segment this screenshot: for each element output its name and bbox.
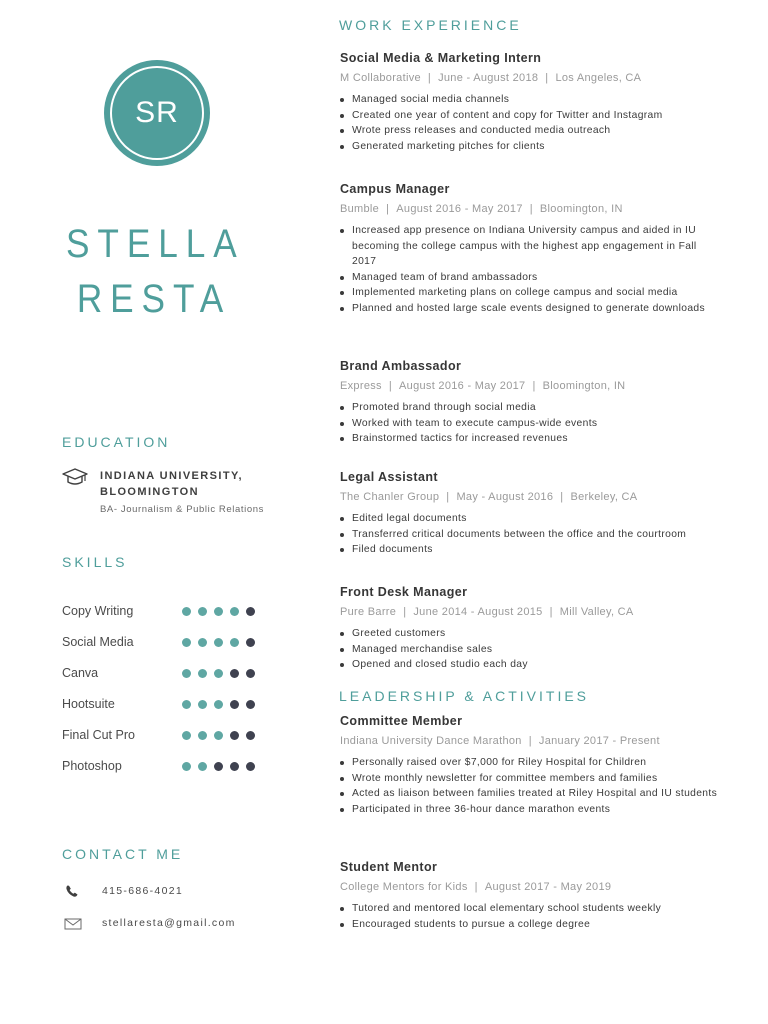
- bullet-item: Worked with team to execute campus-wide events: [340, 416, 720, 432]
- job-meta: Pure Barre | June 2014 - August 2015 | Mill Valley, CA: [340, 606, 634, 618]
- rating-dot-filled: [182, 607, 191, 616]
- rating-dot-filled: [182, 669, 191, 678]
- job-location: Los Angeles, CA: [555, 72, 642, 84]
- rating-dot-empty: [230, 762, 239, 771]
- skill-row: [62, 604, 262, 622]
- role-dates: January 2017 - Present: [538, 735, 660, 747]
- rating-dot-filled: [182, 762, 191, 771]
- job-entry: [340, 469, 720, 558]
- job-bullets: [340, 511, 720, 558]
- rating-dot-filled: [182, 700, 191, 709]
- job-entry: [340, 50, 720, 154]
- last-name: RESTA: [76, 277, 232, 321]
- monogram-badge: [104, 60, 210, 166]
- rating-dot-filled: [230, 638, 239, 647]
- role-dates: August 2017 - May 2019: [484, 881, 612, 893]
- rating-dot-filled: [214, 607, 223, 616]
- education-heading: EDUCATION: [62, 434, 171, 450]
- skill-row: [62, 666, 262, 684]
- job-bullets: [340, 92, 720, 154]
- bullet-item: Managed social media channels: [340, 92, 720, 108]
- skill-row: [62, 697, 262, 715]
- contact-phone[interactable]: 415-686-4021: [102, 885, 183, 897]
- role-bullets: [340, 755, 720, 817]
- rating-dot-filled: [182, 638, 191, 647]
- job-company: Bumble: [340, 203, 380, 215]
- job-dates: May - August 2016: [456, 491, 554, 503]
- job-meta: M Collaborative | June - August 2018 | Los Angeles, CA: [340, 72, 642, 84]
- rating-dot-empty: [230, 669, 239, 678]
- skills-heading: SKILLS: [62, 554, 128, 570]
- skill-row: [62, 728, 262, 746]
- job-title: Social Media & Marketing Intern: [340, 51, 542, 65]
- skill-label: Social Media: [62, 635, 134, 649]
- rating-dot-filled: [214, 700, 223, 709]
- rating-dot-empty: [246, 700, 255, 709]
- bullet-item: Wrote monthly newsletter for committee members and families: [340, 771, 720, 787]
- job-dates: June - August 2018: [438, 72, 539, 84]
- role-org: Indiana University Dance Marathon: [340, 735, 522, 747]
- job-location: Berkeley, CA: [570, 491, 638, 503]
- first-name: STELLA: [66, 222, 245, 266]
- bullet-item: Encouraged students to pursue a college degree: [340, 917, 720, 933]
- bullet-item: Personally raised over $7,000 for Riley Hospital for Children: [340, 755, 720, 771]
- job-meta: Bumble | August 2016 - May 2017 | Bloomington, IN: [340, 203, 623, 215]
- phone-icon: [64, 884, 82, 898]
- rating-dot-empty: [246, 607, 255, 616]
- job-dates: August 2016 - May 2017: [396, 203, 523, 215]
- role-meta: College Mentors for Kids | August 2017 - May 2019: [340, 881, 612, 893]
- rating-dot-filled: [198, 731, 207, 740]
- bullet-item: Managed team of brand ambassadors: [340, 270, 720, 286]
- role-title: Student Mentor: [340, 860, 438, 874]
- job-bullets: [340, 400, 720, 447]
- graduation-cap-icon: [62, 467, 88, 487]
- job-dates: June 2014 - August 2015: [413, 606, 543, 618]
- rating-dot-empty: [246, 762, 255, 771]
- job-meta: Express | August 2016 - May 2017 | Bloomington, IN: [340, 380, 626, 392]
- skill-label: Hootsuite: [62, 697, 115, 711]
- role-org: College Mentors for Kids: [340, 881, 468, 893]
- job-entry: [340, 181, 720, 317]
- bullet-item: Participated in three 36-hour dance marathon events: [340, 802, 720, 818]
- bullet-item: Brainstormed tactics for increased revenues: [340, 431, 720, 447]
- job-bullets: [340, 223, 720, 317]
- rating-dot-filled: [214, 731, 223, 740]
- rating-dot-empty: [230, 731, 239, 740]
- contact-heading: CONTACT ME: [62, 846, 184, 862]
- job-entry: [340, 358, 720, 447]
- skill-label: Final Cut Pro: [62, 728, 135, 742]
- bullet-item: Wrote press releases and conducted media outreach: [340, 123, 720, 139]
- rating-dot-empty: [246, 638, 255, 647]
- rating-dot-filled: [198, 607, 207, 616]
- job-company: Express: [340, 380, 382, 392]
- bullet-item: Increased app presence on Indiana University campus and aided in IU becoming the college campus with the highest app engagement in Fall 2017: [340, 223, 720, 270]
- rating-dot-empty: [214, 762, 223, 771]
- bullet-item: Greeted customers: [340, 626, 720, 642]
- job-title: Campus Manager: [340, 182, 450, 196]
- rating-dot-empty: [246, 731, 255, 740]
- skill-label: Canva: [62, 666, 99, 680]
- rating-dot-filled: [214, 669, 223, 678]
- job-title: Front Desk Manager: [340, 585, 468, 599]
- bullet-item: Transferred critical documents between the office and the courtroom: [340, 527, 720, 543]
- bullet-item: Opened and closed studio each day: [340, 657, 720, 673]
- work-experience-heading: WORK EXPERIENCE: [339, 17, 522, 33]
- bullet-item: Tutored and mentored local elementary school students weekly: [340, 901, 720, 917]
- role-title: Committee Member: [340, 714, 463, 728]
- bullet-item: Implemented marketing plans on college campus and social media: [340, 285, 720, 301]
- job-entry: [340, 584, 720, 673]
- bullet-item: Edited legal documents: [340, 511, 720, 527]
- role-bullets: [340, 901, 720, 932]
- monogram-initials: SR: [110, 66, 204, 160]
- job-location: Mill Valley, CA: [559, 606, 634, 618]
- skill-label: Copy Writing: [62, 604, 134, 618]
- bullet-item: Managed merchandise sales: [340, 642, 720, 658]
- envelope-icon: [64, 917, 82, 931]
- skill-row: [62, 759, 262, 777]
- job-meta: The Chanler Group | May - August 2016 | Berkeley, CA: [340, 491, 638, 503]
- job-location: Bloomington, IN: [542, 380, 626, 392]
- leadership-heading: LEADERSHIP & ACTIVITIES: [339, 688, 590, 704]
- job-company: The Chanler Group: [340, 491, 440, 503]
- skill-label: Photoshop: [62, 759, 122, 773]
- rating-dot-empty: [230, 700, 239, 709]
- rating-dot-filled: [198, 638, 207, 647]
- contact-email[interactable]: stellaresta@gmail.com: [102, 917, 236, 929]
- rating-dot-filled: [182, 731, 191, 740]
- rating-dot-filled: [230, 607, 239, 616]
- rating-dot-filled: [198, 762, 207, 771]
- job-bullets: [340, 626, 720, 673]
- bullet-item: Generated marketing pitches for clients: [340, 139, 720, 155]
- job-title: Legal Assistant: [340, 470, 438, 484]
- job-title: Brand Ambassador: [340, 359, 462, 373]
- rating-dot-empty: [246, 669, 255, 678]
- education-degree: BA- Journalism & Public Relations: [100, 504, 264, 515]
- job-company: M Collaborative: [340, 72, 421, 84]
- role-entry: [340, 859, 720, 932]
- skill-row: [62, 635, 262, 653]
- bullet-item: Filed documents: [340, 542, 720, 558]
- bullet-item: Acted as liaison between families treated at Riley Hospital and IU students: [340, 786, 720, 802]
- bullet-item: Promoted brand through social media: [340, 400, 720, 416]
- role-meta: Indiana University Dance Marathon | January 2017 - Present: [340, 735, 660, 747]
- job-dates: August 2016 - May 2017: [399, 380, 526, 392]
- job-location: Bloomington, IN: [539, 203, 623, 215]
- bullet-item: Created one year of content and copy for Twitter and Instagram: [340, 108, 720, 124]
- education-school: INDIANA UNIVERSITY, BLOOMINGTON: [100, 470, 243, 498]
- rating-dot-filled: [198, 669, 207, 678]
- job-company: Pure Barre: [340, 606, 397, 618]
- rating-dot-filled: [198, 700, 207, 709]
- bullet-item: Planned and hosted large scale events designed to generate downloads: [340, 301, 720, 317]
- rating-dot-filled: [214, 638, 223, 647]
- role-entry: [340, 713, 720, 817]
